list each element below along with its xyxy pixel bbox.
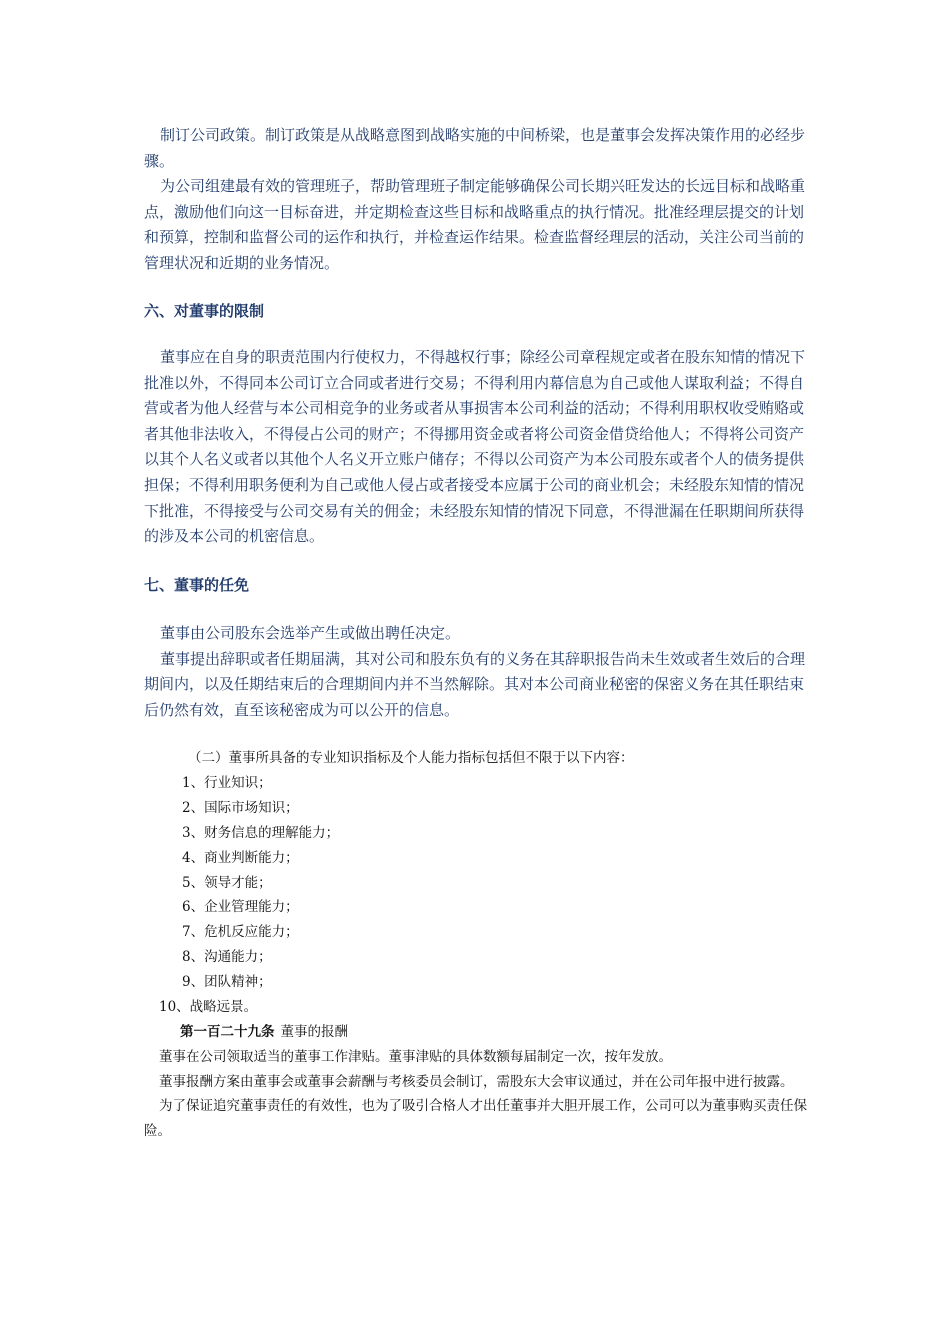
article-heading (180, 1020, 348, 1040)
list-item: 9、团队精神； (182, 974, 272, 991)
list-item: 8、沟通能力； (182, 949, 272, 966)
list-item: 6、企业管理能力； (182, 899, 299, 916)
paragraph: 董事由公司股东会选举产生或做出聘任决定。 (160, 624, 461, 642)
paragraph: 制订公司政策。制订政策是从战略意图到战略实施的中间桥梁，也是董事会发挥决策作用的必经步骤。 (144, 126, 806, 170)
list-item: 4、商业判断能力； (182, 849, 299, 866)
appointment-section (144, 621, 809, 723)
paragraph: 为公司组建最有效的管理班子，帮助管理班子制定能够确保公司长期兴旺发达的长远目标和战略重点，激励他们向这一目标奋进，并定期检查这些目标和战略重点的执行情况。批准经理层提交的计划和预算，控制和监督公司的运作和执行，并检查运作结果。检查监督经理层的活动，关注公司当前的管理状况和近期的业务情况。 (144, 177, 806, 272)
section-heading: 六、对董事的限制 (144, 302, 265, 320)
intro-section (144, 123, 809, 277)
paragraph: 为了保证追究董事责任的有效性，也为了吸引合格人才出任董事并大胆开展工作，公司可以为董事购买责任保险。 (144, 1098, 807, 1139)
abilities-list (182, 771, 339, 995)
section-heading: 七、董事的任免 (144, 576, 250, 594)
abilities-intro: （二）董事所具备的专业知识指标及个人能力指标包括但不限于以下内容： (188, 750, 634, 766)
paragraph: 董事提出辞职或者任期届满，其对公司和股东负有的义务在其辞职报告尚未生效或者生效后的合理期间内，以及任期结束后的合理期间内并不当然解除。其对本公司商业秘密的保密义务在其任职结束后仍然有效，直至该秘密成为可以公开的信息。 (144, 649, 806, 719)
list-item: 2、国际市场知识； (182, 799, 299, 816)
list-item: 3、财务信息的理解能力； (182, 824, 340, 841)
paragraph: 董事在公司领取适当的董事工作津贴。董事津贴的具体数额每届制定一次，按年发放。 (159, 1049, 672, 1065)
article-title: 董事的报酬 (280, 1024, 348, 1040)
list-item: 5、领导才能； (182, 874, 272, 891)
paragraph: 董事报酬方案由董事会或董事会薪酬与考核委员会制订，需股东大会审议通过，并在公司年报中进行披露。 (159, 1073, 794, 1090)
remuneration-section (144, 1045, 812, 1143)
article-label: 第一百二十九条 (180, 1024, 275, 1040)
list-item: 10、战略远景。 (159, 999, 258, 1015)
paragraph: 董事应在自身的职责范围内行使权力，不得越权行事；除经公司章程规定或者在股东知情的情况下批准以外，不得同本公司订立合同或者进行交易；不得利用内幕信息为自己或他人谋取利益；不得自营或者为他人经营与本公司相竞争的业务或者从事损害本公司利益的活动；不得利用职权收受贿赂或者其他非法收入，不得侵占公司的财产；不得挪用资金或者将公司资金借贷给他人；不得将公司资产以其个人名义或者以其他个人名义开立账户储存；不得以公司资产为本公司股东或者个人的债务提供担保；不得利用职务便利为自己或他人侵占或者接受本应属于公司的商业机会；未经股东知情的情况下批准，不得接受与公司交易有关的佣金；未经股东知情的情况下同意，不得泄漏在任职期间所获得的涉及本公司的机密信息。 (144, 348, 806, 546)
list-item: 7、危机反应能力； (182, 924, 299, 941)
list-item: 1、行业知识； (182, 775, 272, 791)
restrictions-section (144, 345, 809, 550)
